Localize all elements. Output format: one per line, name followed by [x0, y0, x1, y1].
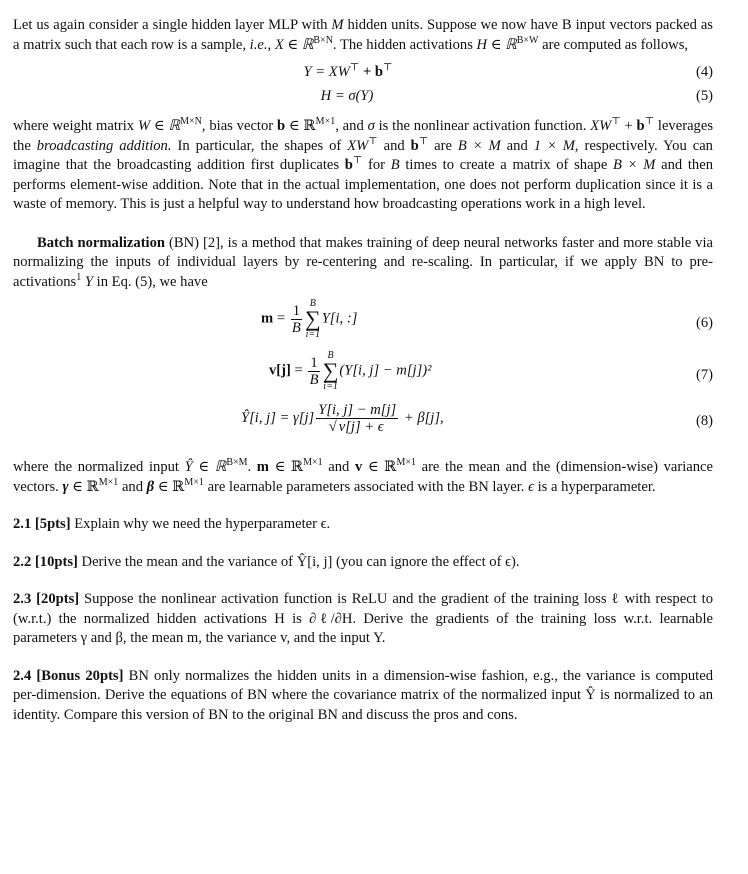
question-2-3: 2.3 [20pts] Suppose the nonlinear activation function is ReLU and the gradient of the training loss ℓ with respect to (w.r.t.) the normalized hidden activations H is ∂ℓ/∂H. Derive the gradients of the training loss w.r.t. learnable parameters γ and β, the mean m, the variance v, and the input Y. [13, 591, 713, 646]
equation-block-1 [13, 63, 713, 111]
question-2-4: 2.4 [Bonus 20pts] BN only normalizes the hidden units in a dimension-wise fashion, e.g., the variance is computed per-dimension. Derive the equations of BN where the covariance matrix of the normalized input Ŷ is normalized to an identity. Compare this version of BN to the original BN and discuss the pros and cons. [13, 667, 713, 723]
equation-8: Ŷ[i, j] = γ[j] $\frac{Y[i, j] - m[j]}{√ v[j] + \epsilon}$ + β[j], (8) [241, 402, 713, 435]
equation-5: H = σ(Y) (5) [13, 87, 713, 111]
batchnorm-paragraph: Batch normalization (BN) [2], is a method that makes training of deep neural networks faster and more stable via normalizing the inputs of individual layers by re-centering and re-scaling. In particular, if we apply BN to pre-activations$^1$ Y in Eq. (5), we have [13, 234, 713, 290]
paper-page [13, 16, 713, 725]
equation-number: (5) [695, 88, 713, 104]
question-2-2: 2.2 [10pts] Derive the mean and the variance of Ŷ[i, j] (you can ignore the effect of ϵ). [13, 553, 520, 570]
equation-number: (7) [695, 367, 713, 383]
equation-4: Y = XW⊤ + b⊤ (4) [13, 63, 713, 87]
equation-block-2 [13, 298, 713, 444]
equation-number: (8) [695, 413, 713, 429]
equation-6: m = $\frac{1}{B}$ B ∑ i=1 Y[i, :] (6) [261, 298, 713, 340]
equation-number: (4) [695, 64, 713, 80]
equation-7: v[j] = $\frac{1}{B}$ B ∑ i=1 (Y[i, j] − m[j])² (7) [269, 350, 713, 392]
intro-paragraph: Let us again consider a single hidden layer MLP with M hidden units. Suppose we now have B input vectors packed as a matrix such that each row is a sample, i.e., X ∈ ℝ$^{B\times N}$. The hidden activations H ∈ ℝ$^{B\times W}$ are computed as follows, [13, 17, 713, 53]
equation-number: (6) [695, 315, 713, 331]
weights-paragraph: where weight matrix W ∈ ℝ$^{M\times N}$, bias vector b ∈ ℝ$^{M\times 1}$, and σ is the nonlinear activation function. XW⊤ + b⊤ leverages the broadcasting addition. In particular, the shapes of XW⊤ and b⊤ are B × M and 1 × M, respectively. You can imagine that the broadcasting addition first duplicates b⊤ for B times to create a matrix of shape B × M and then performs element-wise addition. Note that in the actual implementation, one does not perform duplication since it is a waste of memory. This is just a helpful way to understand how broadcasting operations work in a high level. [13, 116, 714, 212]
question-2-1: 2.1 [5pts] Explain why we need the hyperparameter ϵ. [13, 516, 331, 532]
normalized-input-paragraph: where the normalized input Ŷ ∈ ℝ$^{B\times M}$. m ∈ ℝ$^{M\times 1}$ and v ∈ ℝ$^{M\times 1}$ are the mean and the (dimension-wise) variance vectors. γ ∈ ℝ$^{M\times 1}$ and β ∈ ℝ$^{M\times 1}$ are learnable parameters associated with the BN layer. ϵ is a hyperparameter. [13, 457, 713, 495]
